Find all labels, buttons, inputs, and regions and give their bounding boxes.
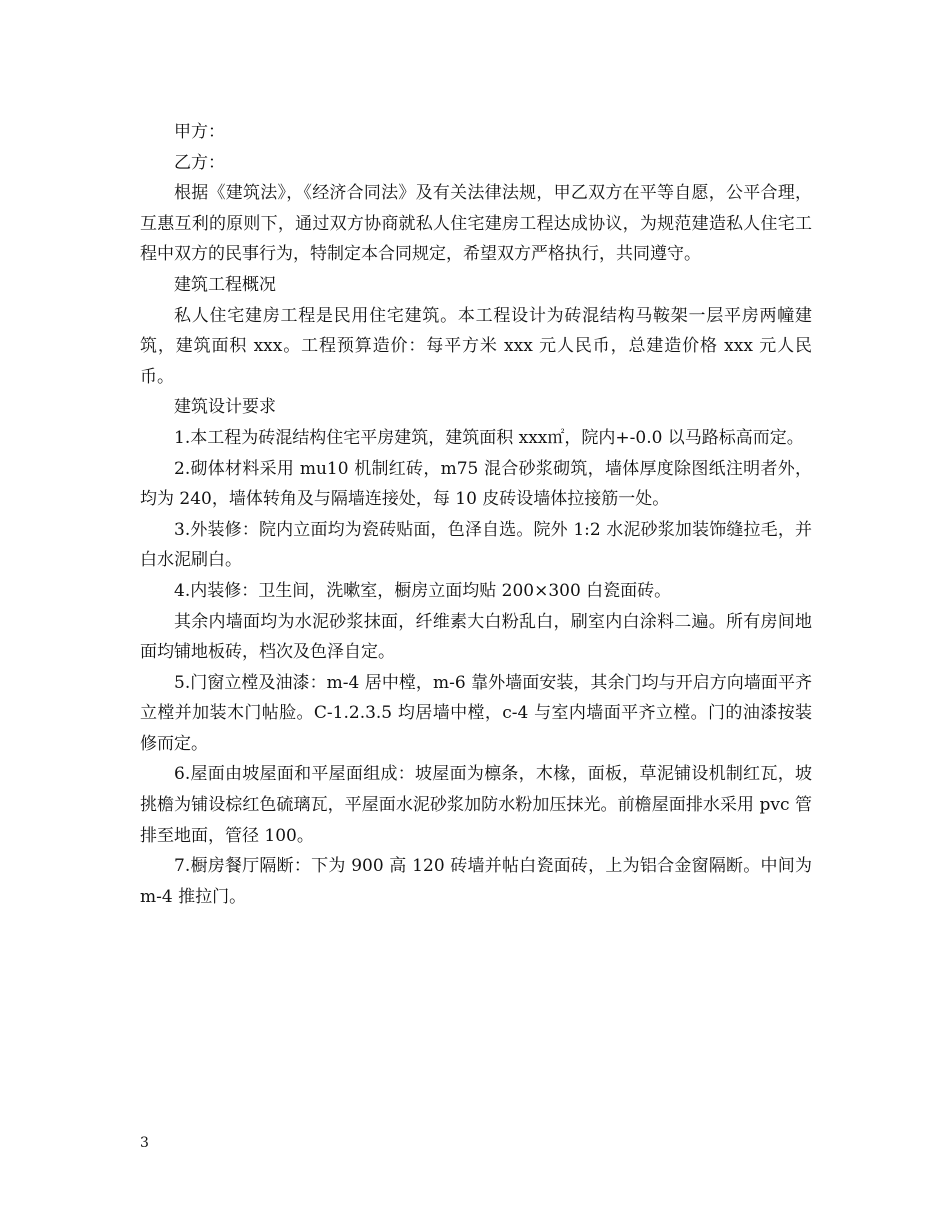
section-heading-overview: 建筑工程概况 [174,274,276,295]
design-item-3: 3.外装修：院内立面均为瓷砖贴面，色泽自选。院外 1:2 水泥砂浆加装饰缝拉毛，并白水泥刷白。 [140,519,812,571]
design-item-5: 5.门窗立樘及油漆：m-4 居中樘，m-6 靠外墙面安装，其余门均与开启方向墙面平齐立樘并加装木门帖脸。C-1.2.3.5 均居墙中樘，c-4 与室内墙面平齐立樘。门的油漆按装修而定。 [140,672,812,754]
document-body [140,117,812,912]
preamble-paragraph: 根据《建筑法》，《经济合同法》及有关法律法规，甲乙双方在平等自愿，公平合理，互惠互利的原则下，通过双方协商就私人住宅建房工程达成协议，为规范建造私人住宅工程中双方的民事行为，特制定本合同规定，希望双方严格执行，共同遵守。 [140,183,812,265]
section-heading-design: 建筑设计要求 [174,397,276,418]
party-a-line: 甲方： [174,122,225,142]
design-item-7: 7.橱房餐厅隔断：下为 900 高 120 砖墙并帖白瓷面砖，上为铝合金窗隔断。中间为 m-4 推拉门。 [140,856,812,907]
design-item-4-continued: 其余内墙面均为水泥砂浆抹面，纤维素大白粉乱白，刷室内白涂料二遍。所有房间地面均铺地板砖，档次及色泽自定。 [140,611,812,663]
design-item-2: 2.砌体材料采用 mu10 机制红砖，m75 混合砂浆砌筑，墙体厚度除图纸注明者外，均为 240，墙体转角及与隔墙连接处，每 10 皮砖设墙体拉接筋一处。 [140,458,812,510]
design-item-4: 4.内装修：卫生间，洗嗽室，橱房立面均贴 200×300 白瓷面砖。 [174,580,672,601]
party-b-line: 乙方： [174,152,225,173]
page-number: 3 [140,1135,149,1151]
overview-paragraph: 私人住宅建房工程是民用住宅建筑。本工程设计为砖混结构马鞍架一层平房两幢建筑，建筑面积 xxx。工程预算造价：每平方米 xxx 元人民币，总建造价格 xxx 元人民币。 [140,305,812,387]
design-item-6: 6.屋面由坡屋面和平屋面组成：坡屋面为檩条，木椽，面板，草泥铺设机制红瓦，坡挑檐为铺设棕红色硫璃瓦，平屋面水泥砂浆加防水粉加压抹光。前檐屋面排水采用 pvc 管排至地面，管径 100。 [140,764,812,846]
design-item-1: 1.本工程为砖混结构住宅平房建筑，建筑面积 xxx㎡，院内+-0.0 以马路标高而定。 [174,427,804,448]
